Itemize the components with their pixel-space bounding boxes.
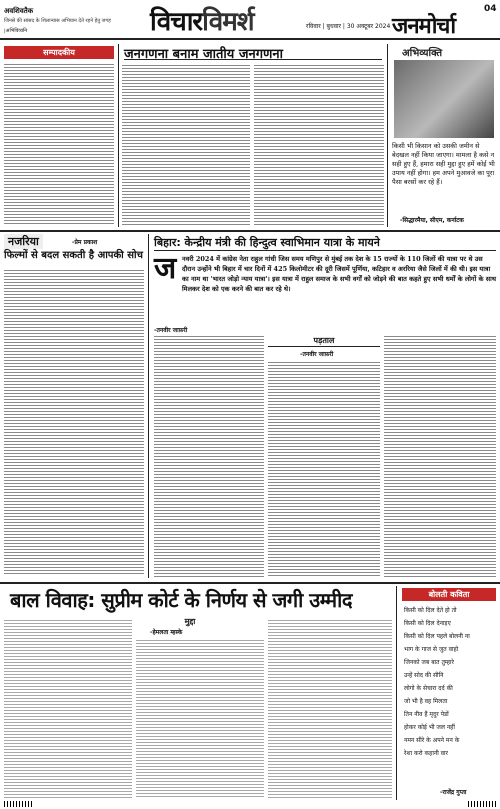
brand-name: अवशिवतैक <box>4 6 34 15</box>
abhivyakti-attribution: -सिद्धारमैया, सीएम, कर्नाटक <box>400 217 464 224</box>
bihar-lead-byline: -तनवीर जाफ़री <box>154 327 188 334</box>
child-marriage-headline: बाल विवाह: सुप्रीम कोर्ट के निर्णय से जगी उम्मीद <box>10 588 352 612</box>
poem-author: -राजेंद्र गुप्ता <box>440 789 467 796</box>
bihar-dropcap: ज <box>154 251 177 286</box>
page-number: 04 <box>484 4 497 14</box>
poem-line: तिन नीव हैं मृदुर पेडों <box>404 711 449 718</box>
section-divider <box>0 230 500 232</box>
poem-line: लोगो के सेचारा दर्द की <box>404 685 453 692</box>
registration-bar <box>4 801 32 807</box>
editorial-body-col2 <box>122 63 250 227</box>
bihar-headline: बिहार: केन्द्रीय मंत्री की हिन्दुत्व स्वाभिमान यात्रा के मायने <box>154 236 496 251</box>
politician-photo <box>394 60 494 138</box>
nazariya-body-col1 <box>4 268 144 576</box>
child-marriage-body-col3 <box>268 618 392 798</box>
section-note: |अभिविव्यनि <box>4 28 28 34</box>
bihar-body-col3 <box>384 334 496 578</box>
poem-line: जिनको जब बात तुम्हारे <box>404 659 454 666</box>
column-divider <box>118 44 119 227</box>
poem-line: किसी को दिल देनाइए <box>404 620 451 627</box>
editorial-tag: सम्पादकीय <box>4 46 114 59</box>
poem-line: भाग के गाज से जुत वाहो <box>404 646 459 653</box>
section-banner <box>150 2 254 38</box>
nazariya-headline: फिल्मों से बदल सकती है आपकी सोच <box>4 250 143 261</box>
poem-line: जो भी है वह मिलता <box>404 698 448 705</box>
poem-line: रेशा करो कहानी वार <box>404 750 449 757</box>
bihar-intro: नवरी 2024 में कांग्रेस नेता राहुल गांधी जिस समय मणिपुर से मुंबई तक देश के 15 राज्यों के 110 जिलों की यात्रा पर थे उस दौरान उन्होंने भी बिहार में चार दिनों में 425 किलोमीटर की दूरी जिसमें पूर्णिया, कटिहार व अररिया जैसे जिलों में की थी। इस यात्रा का नाम था 'भारत जोड़ो न्याय यात्रा'। इस यात्रा में राहुल समाज के सभी वर्गों को जोड़ने की बात कहते हुए सभी धर्मों के लोगों के साथ मिलकर देश को एक करने की बात कर रहे थे। <box>182 255 497 293</box>
poem-line: किसी को दिल पहले बोलनी ना <box>404 633 470 640</box>
abhivyakti-quote: किसी भी किसान को उसकी जमीन से बेदखल नहीं किया जाएगा। मामला है कसे न सही हुए हैं, हमारा सही मुद्दा हुए हमें कोई भी उपाय नहीं होगा। हम अपने मुआवजे का पूरा पैसा बरसों कर रहे हैं। <box>392 142 495 186</box>
nazariya-tag: नजरिया <box>4 234 43 249</box>
section-divider <box>0 582 500 584</box>
bihar-body-col2 <box>268 360 380 578</box>
brand-left <box>4 6 111 24</box>
registration-bar <box>468 801 496 807</box>
child-marriage-author: -हेमलता म्हस्के <box>150 629 183 636</box>
poem-line: उन्हें सोद की सीनि <box>404 672 444 679</box>
poem-body <box>404 604 498 760</box>
bihar-body-col1 <box>154 334 264 578</box>
abhivyakti-tag: अभिव्यक्ति <box>402 48 443 59</box>
poem-line: होकर कोई भी जल नहीं <box>404 724 455 731</box>
editorial-headline: जनगणना बनाम जातीय जनगणना <box>124 44 382 60</box>
bihar-section-label: पड़ताल <box>268 334 380 347</box>
column-divider <box>387 44 388 227</box>
brand-tagline: जिनसे की सांसद के शिलान्यास अभियान देते रहने हेतु जगह <box>4 18 111 24</box>
banner-part1: विचार <box>150 7 203 37</box>
child-marriage-section-label: मुद्दा <box>150 616 230 627</box>
child-marriage-body-col2 <box>136 638 264 798</box>
column-divider <box>148 234 149 578</box>
poem-line: नमन सीरे के अपने मन के <box>404 737 460 744</box>
banner-part2: विमर्श <box>202 7 254 37</box>
editorial-body-col1 <box>4 62 114 226</box>
newspaper-logo: जनमोर्चा <box>392 14 456 39</box>
masthead <box>0 0 500 40</box>
nazariya-author: -प्रेम प्रकाश <box>72 239 98 246</box>
poem-tag: बोलती कविता <box>402 588 496 601</box>
issue-date: रविवार | बुधवार | 30 अक्टूबर 2024 <box>306 23 391 30</box>
poem-line: किसी को दिल देते हो तो <box>404 607 457 614</box>
editorial-body-col3 <box>254 63 384 227</box>
column-divider <box>396 586 397 800</box>
child-marriage-body-col1 <box>4 618 132 798</box>
bihar-author: -तनवीर जाफ़री <box>300 351 334 358</box>
